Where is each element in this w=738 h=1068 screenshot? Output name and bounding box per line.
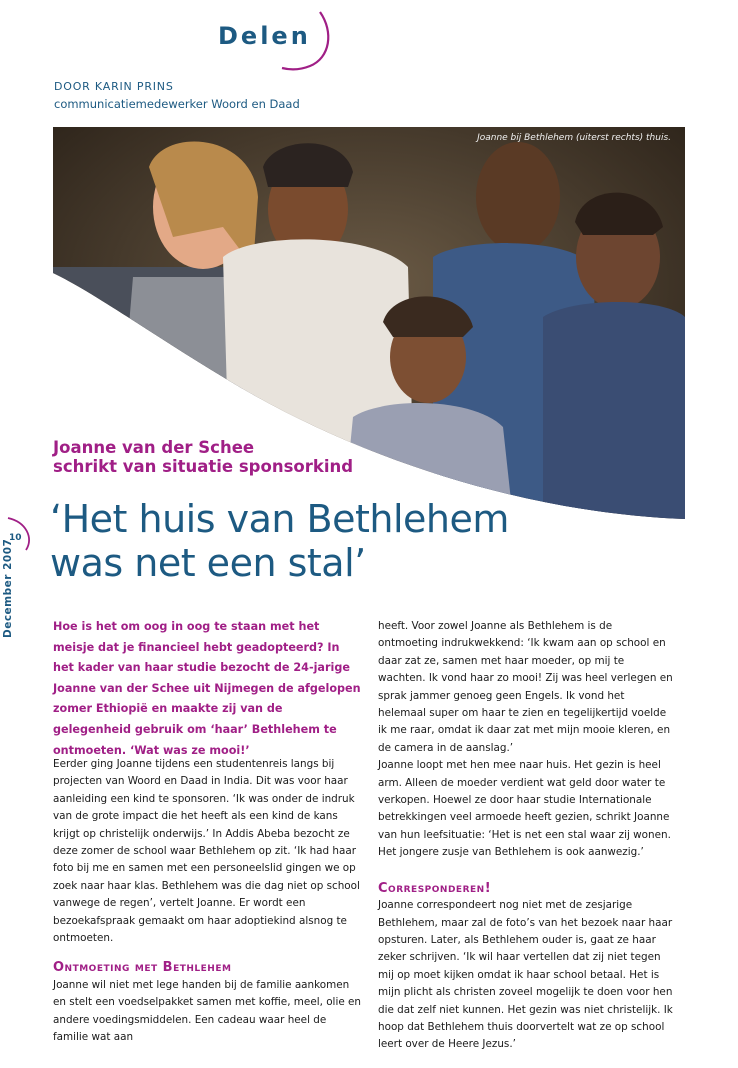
author-name: DOOR KARIN PRINS: [54, 80, 174, 93]
subheading: Ontmoeting met Bethlehem: [53, 960, 232, 976]
kicker: [53, 438, 353, 476]
body-paragraph: Joanne wil niet met lege handen bij de familie aankomen en stelt een voedselpakket samen met koffie, meel, olie en andere voedingsmiddelen. Een cadeau waar heel de familie wat aan: [53, 978, 362, 1044]
issue-date: December 2007: [2, 538, 14, 638]
photo-caption: Joanne bij Bethlehem (uiterst rechts) thuis.: [477, 133, 671, 143]
body-paragraph: Eerder ging Joanne tijdens een studentenreis langs bij projecten van Woord en Daad in India. Dit was voor haar aanleiding een kind te sponsoren. ‘Ik was onder de indruk van de grote impact die het heeft als een kind de kans krijgt op christelijk onderwijs.’ In Addis Abeba bezocht ze deze zomer de school waar Bethlehem op zit. ‘Ik had haar foto bij me en samen met een personeelslid gingen we op zoek naar haar klas. Bethlehem was die dag niet op school vanwege de regen’, vertelt Joanne. Er wordt een bezoekafspraak gemaakt om haar adoptiekind alsnog te ontmoeten.: [53, 758, 360, 945]
intro-paragraph: Hoe is het om oog in oog te staan met het meisje dat je financieel hebt geadopteerd? In het kader van haar studie bezocht de 24-jarige Joanne van der Schee uit Nijmegen de afgelopen zomer Ethiopië en maakte zij van de gelegenheid gebruik om ‘haar’ Bethlehem te ontmoeten. ‘Wat was ze mooi!’: [53, 620, 361, 757]
page-title-line-2: was net een stal’: [50, 541, 366, 585]
page-number: 10: [9, 533, 22, 543]
section-label: Delen: [218, 22, 311, 50]
body-column-right: [378, 618, 674, 1054]
body-paragraph: Joanne correspondeert nog niet met de zesjarige Bethlehem, maar zal de foto’s van het bezoek naar haar opsturen. Later, als Bethlehem ouder is, gaat ze haar zeker schrijven. ‘Ik wil haar vertellen dat zij niet tegen mij op moet kijken omdat ik haar school betaal. Het is mijn plicht als christen zoveel mogelijk te doen voor hen die dat zelf niet kunnen. Het gezin was niet christelijk. Ik hoop dat Bethlehem thuis doorvertelt wat ze op school leert over de Heere Jezus.’: [378, 899, 673, 1051]
kicker-line-2: schrikt van situatie sponsorkind: [53, 457, 354, 476]
kicker-line-1: Joanne van der Schee: [53, 438, 255, 457]
subheading: Corresponderen!: [378, 880, 492, 896]
page-title-line-1: ‘Het huis van Bethlehem: [50, 497, 509, 541]
body-paragraph: heeft. Voor zowel Joanne als Bethlehem is de ontmoeting indrukwekkend: ‘Ik kwam aan op school en daar zat ze, samen met haar moeder, op mij te wachten. Ik vond haar zo mooi! Zij was heel verlegen en sprak jammer genoeg geen Engels. Ik vond het helemaal super om haar te zien en tegelijkertijd voelde ik me raar, omdat ik daar zat met mijn mooie kleren, en de camera in de aanslag.’: [378, 620, 673, 754]
author-role: communicatiemedewerker Woord en Daad: [54, 97, 300, 111]
body-column-left: [53, 756, 361, 1047]
page-title: [50, 497, 509, 585]
body-paragraph: Joanne loopt met hen mee naar huis. Het gezin is heel arm. Alleen de moeder verdient wat geld door water te verkopen. Hoewel ze door haar studie Internationale betrekkingen veel armoede heeft gezien, schrikt Joanne van hun leefsituatie: ‘Het is net een stal waar zij wonen. Het jongere zusje van Bethlehem is ook aanwezig.’: [378, 759, 671, 859]
section-swoosh-icon: [276, 8, 336, 78]
